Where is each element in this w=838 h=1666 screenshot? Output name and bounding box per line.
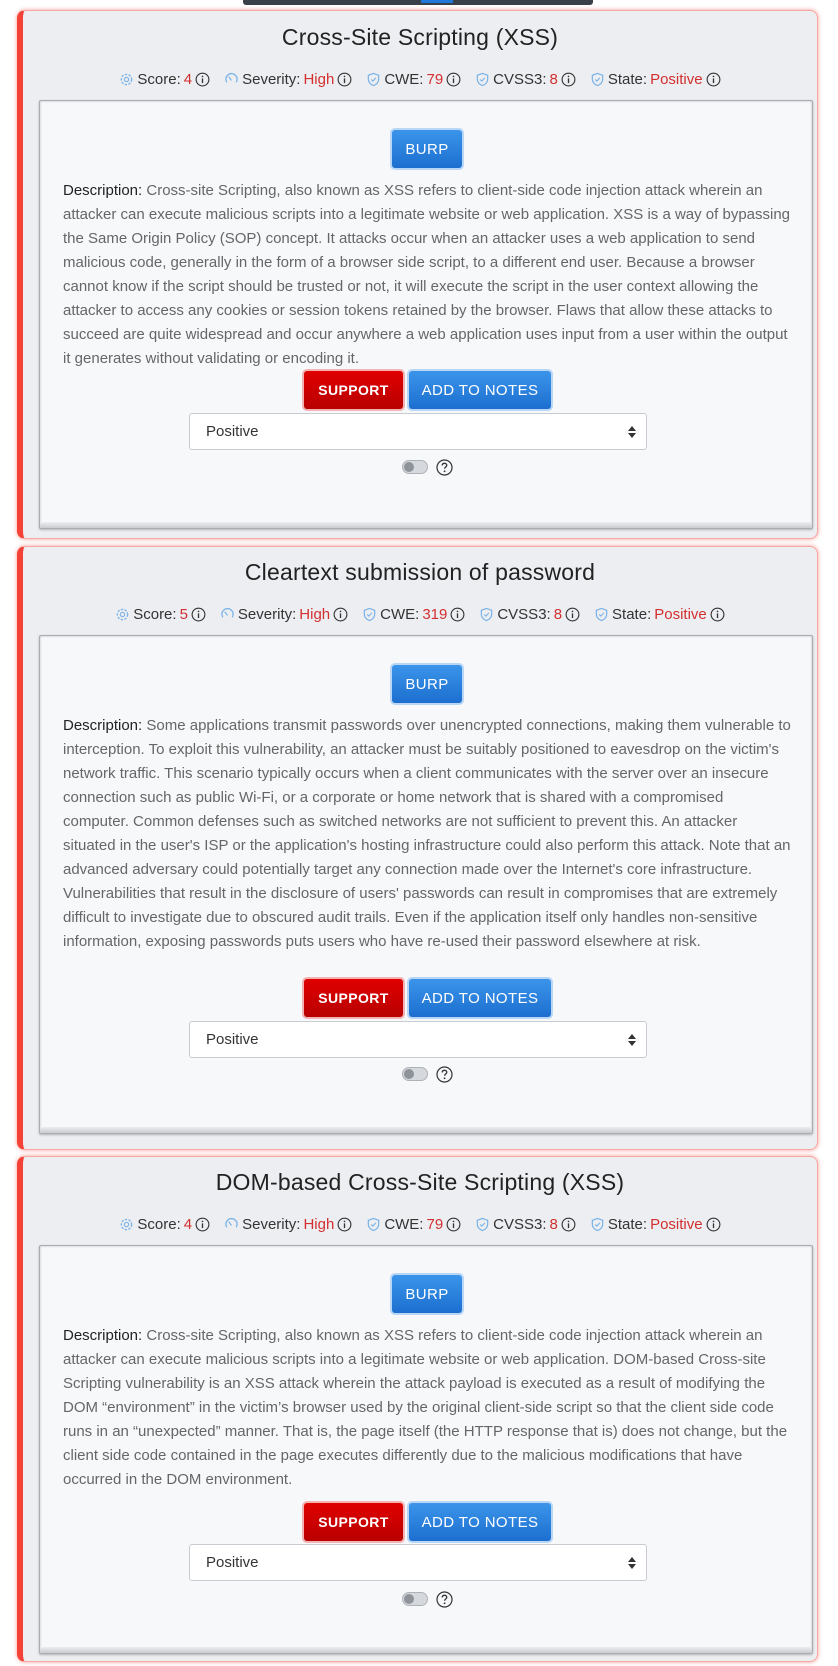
finding-detail-panel [39, 1245, 813, 1654]
top-tab-bar[interactable] [243, 0, 593, 5]
description-text: Some applications transmit passwords over unencrypted connections, making them vulnerable to interception. To exploit this vulnerability, an attacker must be suitably positioned to eavesdrop on the victim's network traffic. This scenario typically occurs when a client communicates with the server over an insecure connection such as public Wi-Fi, or a corporate or home network that is shared with a compromised computer. Common defenses such as switched networks are not sufficient to prevent this. An attacker situated in the user's ISP or the application's hosting infrastructure could also perform this attack. Note that an advanced adversary could potentially target any connection made over the Internet's core infrastructure. Vulnerabilities that result in the disclosure of users' passwords can result in compromises that are extremely difficult to investigate due to obscured audit trails. Even if the application itself only handles non-sensitive information, exposing passwords puts users who have re-used their password elsewhere at risk. [63, 717, 791, 950]
score-meta [119, 1216, 210, 1233]
cvss3-meta [479, 606, 580, 623]
finding-meta [23, 603, 817, 625]
finding-card [17, 1156, 818, 1662]
cvss3-value: 8 [553, 605, 563, 623]
toggle-knob [404, 1069, 414, 1079]
score-label: Score: [137, 1215, 181, 1233]
finding-title: Cross-Site Scripting (XSS) [281, 24, 559, 50]
state-label: State: [612, 605, 652, 623]
cvss3-label: CVSS3: [493, 1215, 547, 1233]
add-to-notes-button[interactable]: ADD TO NOTES [409, 371, 551, 409]
select-arrows-icon [628, 425, 636, 439]
state-select[interactable] [189, 413, 647, 450]
state-select[interactable] [189, 1021, 647, 1058]
state-label: State: [607, 1215, 648, 1233]
severity-meta [224, 71, 352, 88]
description-text: Cross-site Scripting, also known as XSS refers to client-side code injection attack wherein an attacker can execute malicious scripts into a legitimate website or web application. XSS is a way of bypassing the Same Origin Policy (SOP) concept. It attacks occur when an attacker uses a web application to send malicious code, generally in the form of a browser side script, to a different end user. Because a browser cannot know if the script should be trusted or not, it will execute the script in the user context allowing the attacker to access any cookies or session tokens retained by the browser. Flaws that allow these attacks to succeed are quite widespread and occur anywhere a web application uses input from a user within the output it generates without validating or encoding it. [63, 182, 791, 367]
shield-icon [366, 1217, 381, 1232]
info-circle-icon[interactable] [337, 72, 352, 87]
info-circle-icon[interactable] [446, 72, 461, 87]
state-meta [590, 71, 721, 88]
burp-button[interactable]: BURP [392, 1275, 462, 1313]
gauge-icon [224, 1217, 239, 1232]
finding-description [63, 714, 793, 954]
cwe-value: 79 [426, 1215, 444, 1233]
gear-icon [115, 607, 130, 622]
description-label: Description: [63, 717, 143, 734]
burp-button[interactable]: BURP [392, 130, 462, 168]
cwe-label: CWE: [384, 70, 424, 88]
severity-meta [220, 606, 348, 623]
info-circle-icon[interactable] [195, 72, 210, 87]
state-meta [590, 1216, 721, 1233]
question-circle-icon[interactable] [436, 1591, 453, 1608]
state-select-value: Positive [206, 1554, 259, 1571]
cwe-label: CWE: [384, 1215, 424, 1233]
cwe-label: CWE: [380, 605, 420, 623]
info-circle-icon[interactable] [706, 1217, 721, 1232]
toggle-row [402, 1589, 462, 1609]
state-value: Positive [650, 1215, 703, 1233]
finding-title: Cleartext submission of password [244, 559, 596, 585]
score-meta [119, 71, 210, 88]
finding-card [17, 10, 818, 539]
finding-meta [23, 68, 817, 90]
score-label: Score: [137, 70, 181, 88]
state-meta [594, 606, 725, 623]
cvss3-meta [475, 71, 576, 88]
description-label: Description: [63, 1327, 143, 1344]
finding-title: DOM-based Cross-Site Scripting (XSS) [215, 1169, 625, 1195]
cwe-meta [362, 606, 465, 623]
finding-description [63, 1324, 793, 1492]
info-circle-icon[interactable] [561, 72, 576, 87]
cvss3-value: 8 [549, 1215, 558, 1233]
gear-icon [119, 72, 134, 87]
description-label: Description: [63, 182, 143, 199]
add-to-notes-button[interactable]: ADD TO NOTES [409, 979, 551, 1017]
shield-icon [366, 72, 381, 87]
active-tab-indicator [421, 0, 453, 3]
cwe-meta [366, 1216, 461, 1233]
support-button[interactable]: SUPPORT [304, 979, 403, 1017]
description-text: Cross-site Scripting, also known as XSS refers to client-side code injection attack wherein an attacker can execute malicious scripts into a legitimate website or web application. DOM-based Cross-site Scripting vulnerability is an XSS attack wherein the attack payload is executed as a result of modifying the DOM “environment” in the victim’s browser used by the original client-side script so that the client side code runs in an “unexpected” manner. That is, the page itself (the HTTP response that is) does not change, but the client side code contained in the page executes differently due to the malicious modifications that have occurred in the DOM environment. [63, 1327, 788, 1488]
info-circle-icon[interactable] [710, 607, 725, 622]
select-arrows-icon [628, 1556, 636, 1570]
score-meta [115, 606, 206, 623]
shield-icon [475, 1217, 490, 1232]
severity-value: High [299, 605, 331, 623]
state-select-value: Positive [206, 1031, 259, 1048]
cvss3-label: CVSS3: [497, 605, 551, 623]
info-circle-icon[interactable] [706, 72, 721, 87]
finding-detail-panel [39, 100, 813, 529]
severity-label: Severity: [237, 605, 297, 623]
severity-label: Severity: [242, 1215, 301, 1233]
toggle-switch[interactable] [402, 1592, 428, 1606]
info-circle-icon[interactable] [337, 1217, 352, 1232]
cwe-value: 79 [426, 70, 444, 88]
finding-detail-panel [39, 635, 813, 1134]
gauge-icon [224, 72, 239, 87]
shield-icon [590, 72, 605, 87]
info-circle-icon[interactable] [565, 607, 580, 622]
info-circle-icon[interactable] [333, 607, 348, 622]
severity-label: Severity: [242, 70, 301, 88]
info-circle-icon[interactable] [195, 1217, 210, 1232]
add-to-notes-button[interactable]: ADD TO NOTES [409, 1503, 551, 1541]
info-circle-icon[interactable] [450, 607, 465, 622]
info-circle-icon[interactable] [446, 1217, 461, 1232]
question-circle-icon[interactable] [436, 1066, 453, 1083]
question-circle-icon[interactable] [436, 459, 453, 476]
score-label: Score: [133, 605, 177, 623]
info-circle-icon[interactable] [191, 607, 206, 622]
score-value: 4 [183, 70, 193, 88]
shield-icon [362, 607, 377, 622]
shield-icon [479, 607, 494, 622]
toggle-row [402, 457, 462, 477]
toggle-switch[interactable] [402, 1067, 428, 1081]
cvss3-meta [475, 1216, 576, 1233]
select-arrows-icon [628, 1033, 636, 1047]
severity-meta [224, 1216, 352, 1233]
severity-value: High [303, 70, 335, 88]
toggle-knob [404, 1594, 414, 1604]
state-label: State: [607, 70, 648, 88]
state-select[interactable] [189, 1544, 647, 1581]
finding-meta [23, 1213, 817, 1235]
severity-value: High [303, 1215, 335, 1233]
support-button[interactable]: SUPPORT [304, 1503, 403, 1541]
toggle-knob [404, 462, 414, 472]
state-select-value: Positive [206, 423, 259, 440]
state-value: Positive [654, 605, 707, 623]
cwe-meta [366, 71, 461, 88]
burp-button[interactable]: BURP [392, 665, 462, 703]
finding-description [63, 179, 793, 371]
support-button[interactable]: SUPPORT [304, 371, 403, 409]
shield-icon [475, 72, 490, 87]
gear-icon [119, 1217, 134, 1232]
info-circle-icon[interactable] [561, 1217, 576, 1232]
cvss3-label: CVSS3: [493, 70, 547, 88]
finding-card [17, 546, 818, 1150]
shield-icon [590, 1217, 605, 1232]
gauge-icon [220, 607, 235, 622]
toggle-row [402, 1064, 462, 1084]
toggle-switch[interactable] [402, 460, 428, 474]
score-value: 5 [179, 605, 188, 623]
shield-icon [594, 607, 609, 622]
state-value: Positive [650, 70, 703, 88]
cwe-value: 319 [422, 605, 448, 623]
score-value: 4 [183, 1215, 193, 1233]
cvss3-value: 8 [549, 70, 558, 88]
